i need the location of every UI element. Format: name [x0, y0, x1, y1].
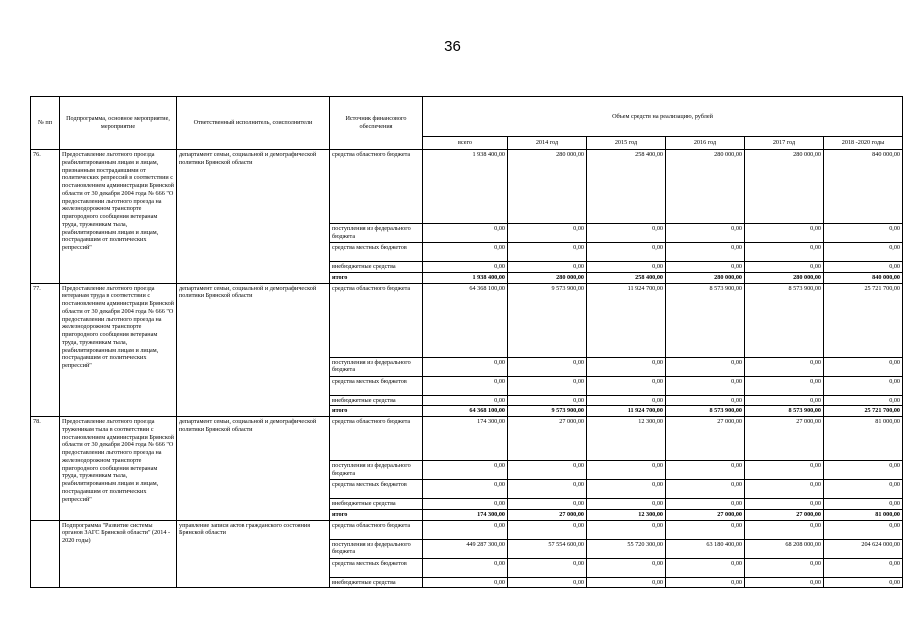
- header-year-2014: 2014 год: [508, 137, 587, 150]
- amount-cell: 0,00: [423, 376, 508, 395]
- program-name: Предоставление льготного проезда реабилитированным лицам и лицам, признанным пострадавшими от политических репрессий в соответствии с постановлением администрации Брянской области от 30 декабря 2004 года № 666 "О предоставлении льготного проезда на железнодорожном транспорте пригородного сообщения ветеранам труда, труженикам тыла, реабилитированным лицам и лицам, пострадавшим от политических репрессий": [60, 150, 177, 284]
- funding-source: поступления из федерального бюджета: [330, 461, 423, 480]
- amount-cell: 0,00: [745, 262, 824, 273]
- amount-cell: 27 000,00: [666, 509, 745, 520]
- amount-cell: 204 624 000,00: [824, 539, 903, 558]
- amount-cell: 0,00: [508, 461, 587, 480]
- amount-cell: 11 924 700,00: [587, 283, 666, 357]
- funding-source: средства местных бюджетов: [330, 558, 423, 577]
- amount-cell: 0,00: [508, 577, 587, 588]
- amount-cell: 0,00: [508, 499, 587, 510]
- amount-cell: 1 938 400,00: [423, 272, 508, 283]
- amount-cell: 0,00: [745, 376, 824, 395]
- amount-cell: 0,00: [508, 357, 587, 376]
- amount-cell: 0,00: [745, 558, 824, 577]
- amount-cell: 0,00: [824, 558, 903, 577]
- row-number: 76.: [31, 150, 60, 284]
- amount-cell: 0,00: [587, 262, 666, 273]
- amount-cell: 64 368 100,00: [423, 406, 508, 417]
- amount-cell: 0,00: [824, 499, 903, 510]
- amount-cell: 9 573 900,00: [508, 283, 587, 357]
- amount-cell: 258 400,00: [587, 150, 666, 224]
- executor-name: департамент семьи, социальной и демографической политики Брянской области: [177, 417, 330, 521]
- amount-cell: 0,00: [666, 243, 745, 262]
- amount-cell: 0,00: [824, 461, 903, 480]
- amount-cell: 0,00: [587, 461, 666, 480]
- amount-cell: 55 720 300,00: [587, 539, 666, 558]
- funding-source: внебюджетные средства: [330, 577, 423, 588]
- header-num: № пп: [31, 97, 60, 150]
- amount-cell: 280 000,00: [745, 150, 824, 224]
- amount-cell: 0,00: [666, 577, 745, 588]
- amount-cell: 0,00: [745, 243, 824, 262]
- amount-cell: 0,00: [745, 577, 824, 588]
- amount-cell: 0,00: [587, 499, 666, 510]
- program-name: Предоставление льготного проезда труженикам тыла в соответствии с постановлением администрации Брянской области от 30 декабря 2004 года № 666 "О предоставлении льготного проезда на железнодорожном транспорте пригородного сообщения ветеранам труда, труженикам тыла, реабилитированным лицам и лицам, пострадавшим от политических репрессий": [60, 417, 177, 521]
- amount-cell: 0,00: [666, 520, 745, 539]
- amount-cell: 27 000,00: [508, 417, 587, 461]
- program-name: Предоставление льготного проезда ветеранам труда в соответствии с постановлением администрации Брянской области от 30 декабря 2004 года № 666 "О предоставлении льготного проезда на железнодорожном транспорте пригородного сообщения ветеранам труда, труженикам тыла, реабилитированным лицам и лицам, пострадавшим от политических репрессий": [60, 283, 177, 417]
- amount-cell: 0,00: [745, 224, 824, 243]
- funding-source: поступления из федерального бюджета: [330, 357, 423, 376]
- funding-source: средства местных бюджетов: [330, 243, 423, 262]
- funding-source: средства областного бюджета: [330, 150, 423, 224]
- amount-cell: 0,00: [824, 357, 903, 376]
- amount-cell: 0,00: [666, 376, 745, 395]
- amount-cell: 0,00: [587, 480, 666, 499]
- amount-cell: 0,00: [587, 558, 666, 577]
- table-row: [31, 520, 903, 539]
- amount-cell: 0,00: [423, 558, 508, 577]
- amount-cell: 840 000,00: [824, 272, 903, 283]
- amount-cell: 280 000,00: [666, 272, 745, 283]
- amount-cell: 0,00: [824, 243, 903, 262]
- page-number: 36: [444, 38, 461, 55]
- amount-cell: 0,00: [587, 520, 666, 539]
- executor-name: департамент семьи, социальной и демографической политики Брянской области: [177, 150, 330, 284]
- amount-cell: 9 573 900,00: [508, 406, 587, 417]
- amount-cell: 25 721 700,00: [824, 283, 903, 357]
- amount-cell: 8 573 900,00: [745, 283, 824, 357]
- budget-table: [30, 96, 903, 588]
- table-row: [31, 283, 903, 357]
- amount-cell: 8 573 900,00: [666, 283, 745, 357]
- header-year-2015: 2015 год: [587, 137, 666, 150]
- row-number: 77.: [31, 283, 60, 417]
- amount-cell: 0,00: [745, 520, 824, 539]
- amount-cell: 0,00: [508, 480, 587, 499]
- amount-cell: 27 000,00: [508, 509, 587, 520]
- total-label: итого: [330, 272, 423, 283]
- amount-cell: 0,00: [824, 577, 903, 588]
- header-year-2017: 2017 год: [745, 137, 824, 150]
- amount-cell: 0,00: [423, 577, 508, 588]
- amount-cell: 0,00: [666, 262, 745, 273]
- funding-source: внебюджетные средства: [330, 395, 423, 406]
- funding-source: внебюджетные средства: [330, 499, 423, 510]
- amount-cell: 1 938 400,00: [423, 150, 508, 224]
- executor-name: департамент семьи, социальной и демографической политики Брянской области: [177, 283, 330, 417]
- amount-cell: 0,00: [508, 558, 587, 577]
- amount-cell: 0,00: [824, 520, 903, 539]
- amount-cell: 0,00: [824, 395, 903, 406]
- funding-source: средства областного бюджета: [330, 417, 423, 461]
- funding-source: средства областного бюджета: [330, 520, 423, 539]
- amount-cell: 0,00: [666, 499, 745, 510]
- total-label: итого: [330, 406, 423, 417]
- header-year-2018-2020: 2018 -2020 годы: [824, 137, 903, 150]
- amount-cell: 0,00: [423, 357, 508, 376]
- amount-cell: 0,00: [423, 461, 508, 480]
- amount-cell: 0,00: [423, 224, 508, 243]
- amount-cell: 0,00: [423, 395, 508, 406]
- amount-cell: 840 000,00: [824, 150, 903, 224]
- amount-cell: 0,00: [745, 461, 824, 480]
- amount-cell: 0,00: [508, 376, 587, 395]
- amount-cell: 12 300,00: [587, 509, 666, 520]
- amount-cell: 27 000,00: [745, 509, 824, 520]
- amount-cell: 63 180 400,00: [666, 539, 745, 558]
- executor-name: управление записи актов гражданского состояния Брянской области: [177, 520, 330, 588]
- amount-cell: 8 573 900,00: [745, 406, 824, 417]
- header-volume: Объем средств на реализацию, рублей: [423, 97, 903, 137]
- amount-cell: 0,00: [666, 461, 745, 480]
- amount-cell: 258 400,00: [587, 272, 666, 283]
- funding-source: средства областного бюджета: [330, 283, 423, 357]
- amount-cell: 0,00: [587, 224, 666, 243]
- amount-cell: 0,00: [423, 499, 508, 510]
- amount-cell: 81 000,00: [824, 509, 903, 520]
- amount-cell: 8 573 900,00: [666, 406, 745, 417]
- amount-cell: 25 721 700,00: [824, 406, 903, 417]
- header-program: Подпрограмма, основное мероприятие, мероприятие: [60, 97, 177, 150]
- amount-cell: 0,00: [587, 376, 666, 395]
- table-row: [31, 417, 903, 461]
- amount-cell: 0,00: [587, 395, 666, 406]
- funding-source: поступления из федерального бюджета: [330, 539, 423, 558]
- amount-cell: 0,00: [745, 480, 824, 499]
- amount-cell: 0,00: [508, 224, 587, 243]
- amount-cell: 0,00: [423, 480, 508, 499]
- amount-cell: 0,00: [824, 224, 903, 243]
- row-number: [31, 520, 60, 588]
- amount-cell: 57 554 600,00: [508, 539, 587, 558]
- amount-cell: 0,00: [824, 376, 903, 395]
- table-row: [31, 150, 903, 224]
- funding-source: поступления из федерального бюджета: [330, 224, 423, 243]
- amount-cell: 0,00: [824, 480, 903, 499]
- amount-cell: 0,00: [423, 262, 508, 273]
- amount-cell: 0,00: [508, 520, 587, 539]
- amount-cell: 0,00: [666, 224, 745, 243]
- header-year-2016: 2016 год: [666, 137, 745, 150]
- program-name: Подпрограмма "Развитие системы органов ЗАГС Брянской области" (2014 - 2020 годы): [60, 520, 177, 588]
- amount-cell: 174 300,00: [423, 509, 508, 520]
- amount-cell: 27 000,00: [666, 417, 745, 461]
- amount-cell: 0,00: [587, 357, 666, 376]
- amount-cell: 0,00: [508, 262, 587, 273]
- amount-cell: 0,00: [824, 262, 903, 273]
- funding-source: средства местных бюджетов: [330, 376, 423, 395]
- amount-cell: 0,00: [745, 357, 824, 376]
- amount-cell: 27 000,00: [745, 417, 824, 461]
- row-number: 78.: [31, 417, 60, 521]
- amount-cell: 0,00: [745, 499, 824, 510]
- amount-cell: 280 000,00: [508, 150, 587, 224]
- amount-cell: 81 000,00: [824, 417, 903, 461]
- amount-cell: 280 000,00: [745, 272, 824, 283]
- header-source: Источник финансового обеспечения: [330, 97, 423, 150]
- amount-cell: 0,00: [587, 243, 666, 262]
- amount-cell: 0,00: [666, 558, 745, 577]
- amount-cell: 0,00: [666, 395, 745, 406]
- amount-cell: 0,00: [666, 480, 745, 499]
- amount-cell: 0,00: [666, 357, 745, 376]
- amount-cell: 12 300,00: [587, 417, 666, 461]
- header-year-total: всего: [423, 137, 508, 150]
- amount-cell: 449 287 300,00: [423, 539, 508, 558]
- amount-cell: 64 368 100,00: [423, 283, 508, 357]
- funding-source: средства местных бюджетов: [330, 480, 423, 499]
- amount-cell: 11 924 700,00: [587, 406, 666, 417]
- amount-cell: 0,00: [423, 520, 508, 539]
- amount-cell: 0,00: [745, 395, 824, 406]
- header-executor: Ответственный исполнитель, соисполнители: [177, 97, 330, 150]
- amount-cell: 0,00: [508, 395, 587, 406]
- amount-cell: 68 208 000,00: [745, 539, 824, 558]
- amount-cell: 174 300,00: [423, 417, 508, 461]
- amount-cell: 0,00: [423, 243, 508, 262]
- budget-body: [31, 150, 903, 588]
- amount-cell: 280 000,00: [508, 272, 587, 283]
- amount-cell: 280 000,00: [666, 150, 745, 224]
- funding-source: внебюджетные средства: [330, 262, 423, 273]
- amount-cell: 0,00: [587, 577, 666, 588]
- total-label: итого: [330, 509, 423, 520]
- amount-cell: 0,00: [508, 243, 587, 262]
